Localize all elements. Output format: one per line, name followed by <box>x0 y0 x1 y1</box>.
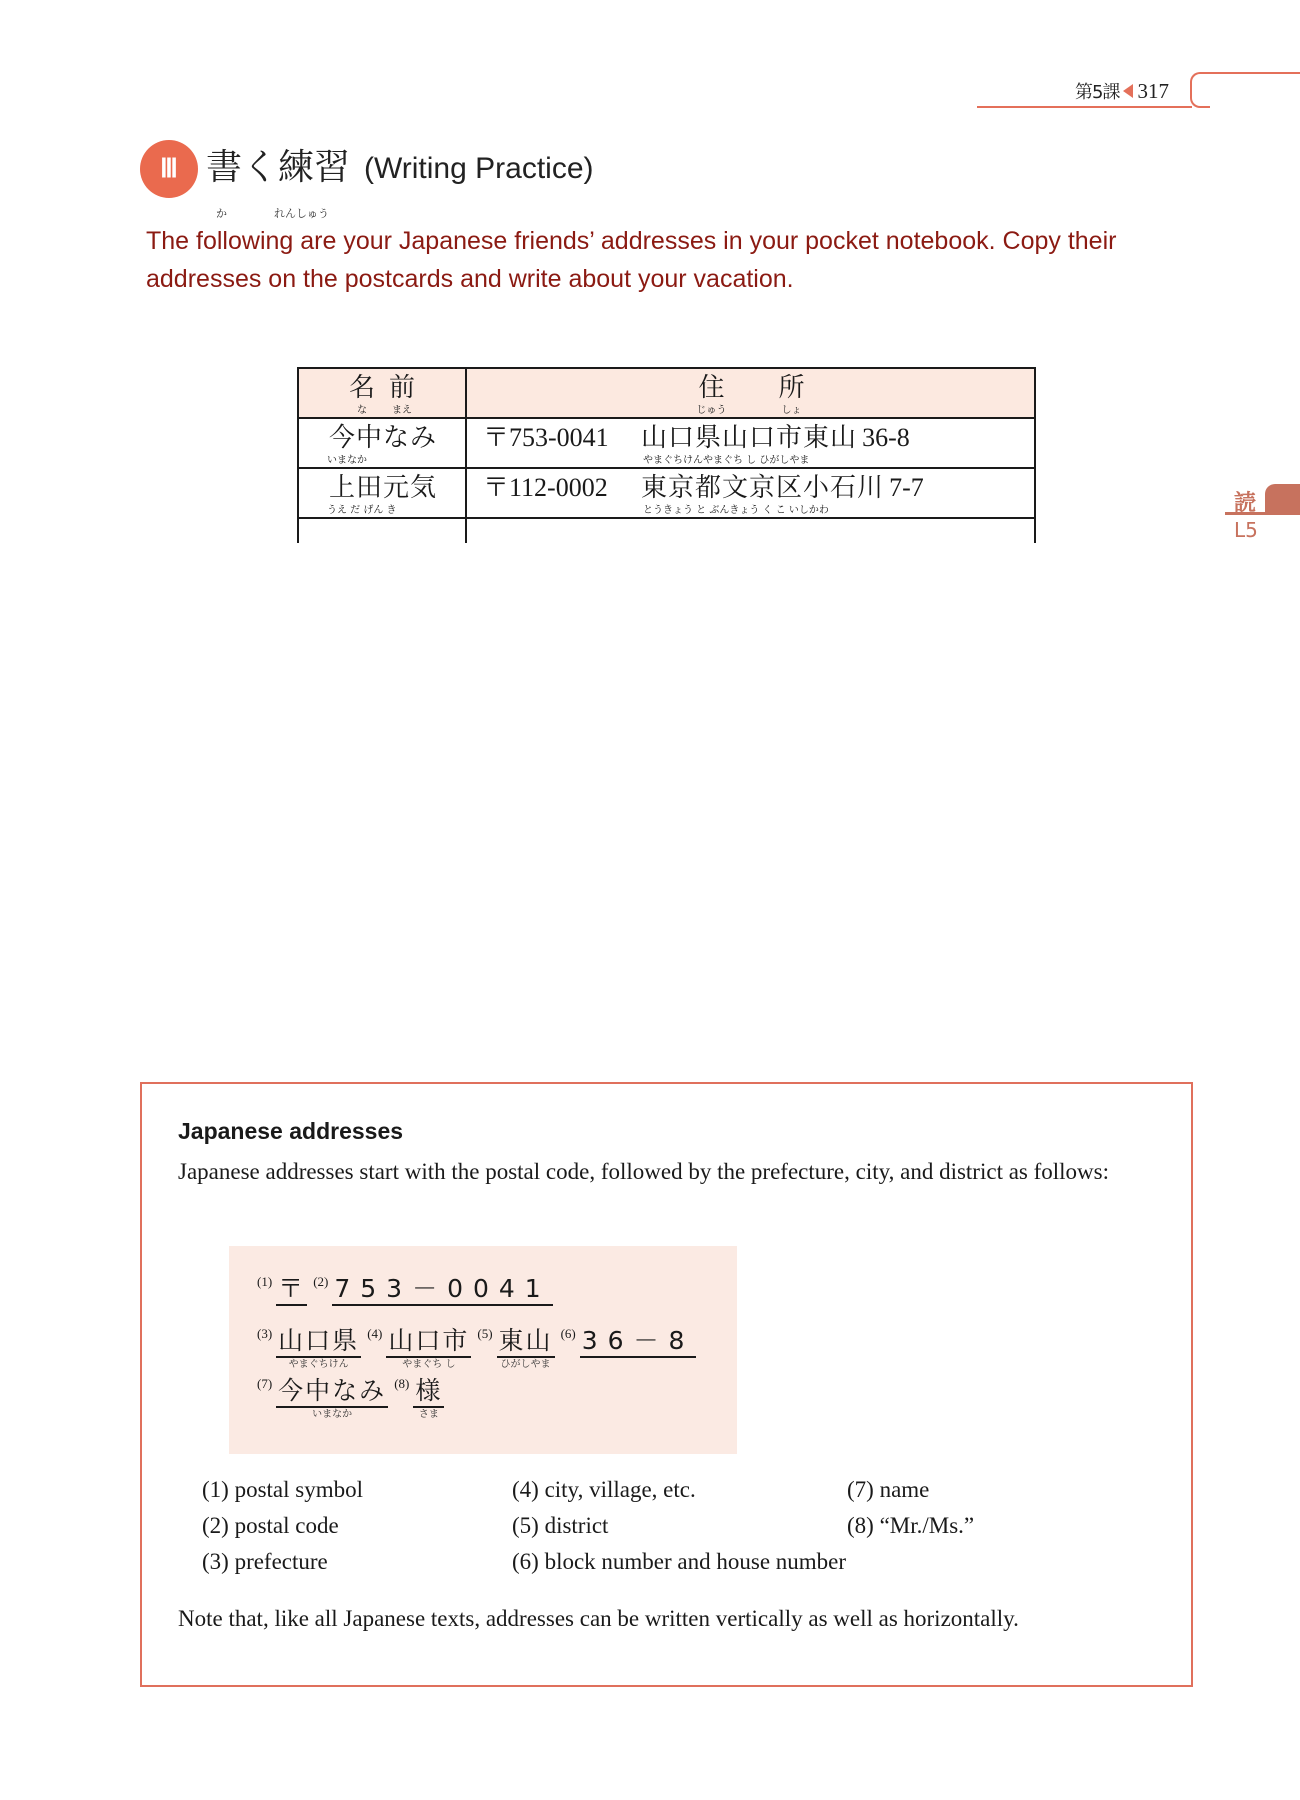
example-marker: (7) <box>257 1376 273 1391</box>
district-example: 東山 <box>497 1326 555 1358</box>
lesson-label: 第5課 <box>1075 82 1120 103</box>
legend-item: (5) district <box>512 1513 609 1538</box>
postal-symbol: 〒 <box>276 1274 307 1306</box>
name-example: 今中なみ <box>276 1376 388 1408</box>
triangle-left-icon <box>1123 84 1133 98</box>
example-marker: (1) <box>257 1274 273 1289</box>
header-kanji: 所 <box>778 373 805 403</box>
legend-item: (3) prefecture <box>202 1549 328 1574</box>
example-ruby: やまぐち し <box>402 1359 456 1370</box>
page-number: 317 <box>1137 78 1169 103</box>
title-jp-text: 書く練習 <box>206 147 351 188</box>
section-number-badge: Ⅲ <box>140 140 198 198</box>
info-title: Japanese addresses <box>178 1118 404 1144</box>
house-number: 7-7 <box>889 473 924 502</box>
place-name: 山口県山口市東山 <box>641 423 858 453</box>
example-ruby: いまなか <box>312 1409 353 1420</box>
header-kanji: 住 <box>698 373 725 403</box>
city-example: 山口市 <box>386 1326 471 1358</box>
table-row <box>298 468 1035 518</box>
example-ruby: やまぐちけん <box>288 1359 349 1370</box>
header-top-rule <box>1208 72 1300 74</box>
place-name: 東京都文京区小石川 <box>641 473 885 503</box>
legend-item: (8) “Mr./Ms.” <box>847 1513 975 1538</box>
info-box <box>140 1082 1193 1687</box>
example-marker: (6) <box>560 1326 576 1341</box>
header-address <box>466 368 1035 418</box>
example-marker: (5) <box>477 1326 493 1341</box>
legend-item: (7) name <box>847 1477 930 1502</box>
address-cell <box>466 418 1035 468</box>
honorific-example: 様 <box>413 1376 444 1408</box>
tab-lesson: L5 <box>1234 518 1258 542</box>
instruction-text: The following are your Japanese friends’ addresses in your pocket notebook. Copy their addresses on the postcards and write about your vacation. <box>146 227 1117 293</box>
example-marker: (2) <box>313 1274 329 1289</box>
address-cell <box>466 468 1035 518</box>
name-cell <box>298 468 466 518</box>
tab-kanji: 読 <box>1234 491 1257 516</box>
example-line-1 <box>257 1274 559 1306</box>
legend-item: (2) postal code <box>202 1513 339 1538</box>
ruby-renshuu: れんしゅう <box>274 207 329 220</box>
header-kanji: 名 <box>348 373 375 403</box>
header-name <box>298 368 466 418</box>
example-marker: (8) <box>394 1376 410 1391</box>
prefecture-example: 山口県 <box>276 1326 361 1358</box>
section-title-jp <box>206 142 351 220</box>
table-row-empty <box>298 518 1035 543</box>
table-row <box>298 418 1035 468</box>
chapter-tab <box>1225 484 1300 544</box>
address-table <box>297 367 1036 543</box>
example-marker: (3) <box>257 1326 273 1341</box>
header-ruby: しょ <box>781 405 802 416</box>
name-ruby: うえ だ げん き <box>327 505 397 516</box>
header-curve <box>1190 72 1210 108</box>
note-text: Note that, like all Japanese texts, addresses can be written vertically as well as horizontally. <box>178 1606 1019 1631</box>
example-line-2 <box>257 1326 702 1371</box>
table-header-row <box>298 368 1035 418</box>
name-cell <box>298 418 466 468</box>
page-header <box>1075 78 1169 104</box>
legend-item: (1) postal symbol <box>202 1477 363 1502</box>
friend-name: 上田元気 <box>329 473 438 503</box>
postal-code: 〒112-0002 <box>483 473 608 502</box>
place-ruby: やまぐちけんやまぐち し ひがしやま <box>643 455 810 466</box>
header-ruby: じゅう <box>696 405 727 416</box>
house-number: 36-8 <box>862 423 910 452</box>
info-body: Japanese addresses start with the postal code, followed by the prefecture, city, and district as follows: <box>178 1159 1110 1184</box>
section-title <box>140 140 594 220</box>
address-example <box>229 1246 737 1454</box>
legend-item: (4) city, village, etc. <box>512 1477 696 1502</box>
name-ruby: いまなか <box>327 455 367 466</box>
header-ruby: な <box>356 405 367 416</box>
example-line-3 <box>257 1376 450 1421</box>
empty-cell <box>298 518 466 543</box>
example-marker: (4) <box>367 1326 383 1341</box>
ruby-ka: か <box>216 207 227 220</box>
legend-item: (6) block number and house number <box>512 1549 847 1574</box>
example-ruby: ひがしやま <box>500 1359 551 1370</box>
header-kanji: 前 <box>389 373 416 403</box>
house-number-example: 36－8 <box>580 1326 697 1358</box>
header-rule <box>977 106 1192 108</box>
section-title-en: (Writing Practice) <box>364 152 594 185</box>
example-ruby: さま <box>418 1409 439 1420</box>
friend-name: 今中なみ <box>329 423 438 453</box>
place-ruby: とうきょう と ぶんきょう く こ いしかわ <box>643 505 829 516</box>
header-ruby: まえ <box>392 405 412 416</box>
postal-code: 〒753-0041 <box>483 423 609 452</box>
tab-bar <box>1265 484 1300 514</box>
postal-code-example: 753－0041 <box>332 1274 552 1306</box>
empty-cell <box>466 518 1035 543</box>
